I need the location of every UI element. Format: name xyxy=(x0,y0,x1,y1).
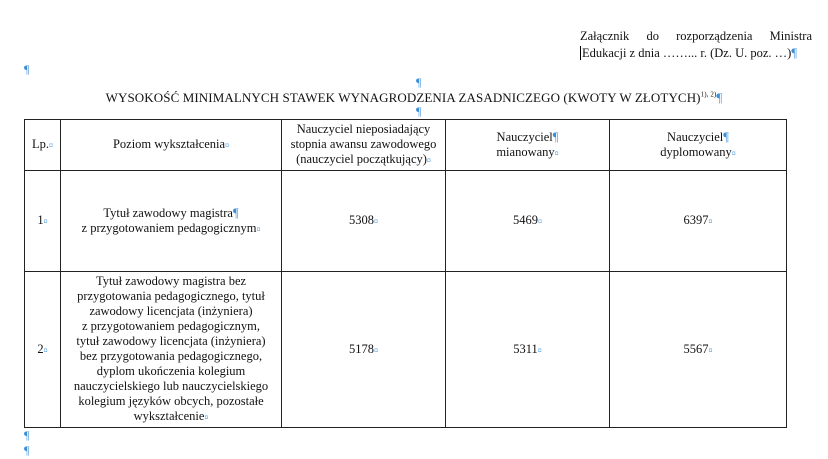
annex-line-2-text: Edukacji z dnia ……... r. (Dz. U. poz. …) xyxy=(582,46,792,60)
row-education-description: Tytuł zawodowy magistra bez przygotowania pedagogicznego, tytuł zawodowy licencjata (inżyniera) z przygotowaniem pedagogicznym, tytuł zawodowy licencjata (inżyniera) bez przygotowania pedagogicznego, dyplom ukończenia kolegium nauczycielskiego lub nauczycielskiego kolegium języków obcych, pozostałe wykształcenie¤ xyxy=(61,272,282,428)
annex-line-2 xyxy=(580,45,812,62)
annex-line-1 xyxy=(580,28,812,45)
document-title xyxy=(0,90,828,106)
table-row xyxy=(25,171,787,272)
header-chartered-teacher: Nauczyciel¶ dyplomowany¤ xyxy=(610,120,787,171)
header-education-level: Poziom wykształcenia¤ xyxy=(61,120,282,171)
annex-word: Załącznik xyxy=(580,29,630,43)
header-appointed-teacher: Nauczyciel¶ mianowany¤ xyxy=(446,120,610,171)
header-beginner-teacher: Nauczyciel nieposiadający stopnia awansu zawodowego (nauczyciel początkujący)¤ xyxy=(282,120,446,171)
text-cursor xyxy=(580,46,581,60)
table-row xyxy=(25,272,787,428)
row-appointed-amount: 5311¤ xyxy=(446,272,610,428)
title-text: WYSOKOŚĆ MINIMALNYCH STAWEK WYNAGRODZENIA ZASADNICZEGO (KWOTY W ZŁOTYCH) xyxy=(105,90,701,105)
row-appointed-amount: 5469¤ xyxy=(446,171,610,272)
pilcrow-mark: ¶ xyxy=(24,62,30,76)
header-lp: Lp.¤ xyxy=(25,120,61,171)
row-chartered-amount: 5567¤ xyxy=(610,272,787,428)
pilcrow-mark: ¶ xyxy=(24,428,30,442)
row-lp: 2¤ xyxy=(25,272,61,428)
annex-word: do xyxy=(646,29,659,43)
pilcrow-mark: ¶ xyxy=(24,443,30,457)
row-beginner-amount: 5308¤ xyxy=(282,171,446,272)
annex-header xyxy=(580,28,812,62)
annex-word: rozporządzenia xyxy=(676,29,753,43)
row-lp: 1¤ xyxy=(25,171,61,272)
pilcrow-mark: ¶ xyxy=(416,75,422,89)
pilcrow-mark: ¶ xyxy=(416,104,422,118)
wage-table xyxy=(24,119,787,428)
pilcrow-mark: ¶ xyxy=(791,46,797,60)
annex-word: Ministra xyxy=(769,29,812,43)
pilcrow-mark: ¶ xyxy=(716,90,723,105)
table-header-row xyxy=(25,120,787,171)
row-beginner-amount: 5178¤ xyxy=(282,272,446,428)
row-chartered-amount: 6397¤ xyxy=(610,171,787,272)
row-education-description: Tytuł zawodowy magistra¶ z przygotowaniem pedagogicznym¤ xyxy=(61,171,282,272)
title-footnotes: 1), 2) xyxy=(700,90,717,99)
